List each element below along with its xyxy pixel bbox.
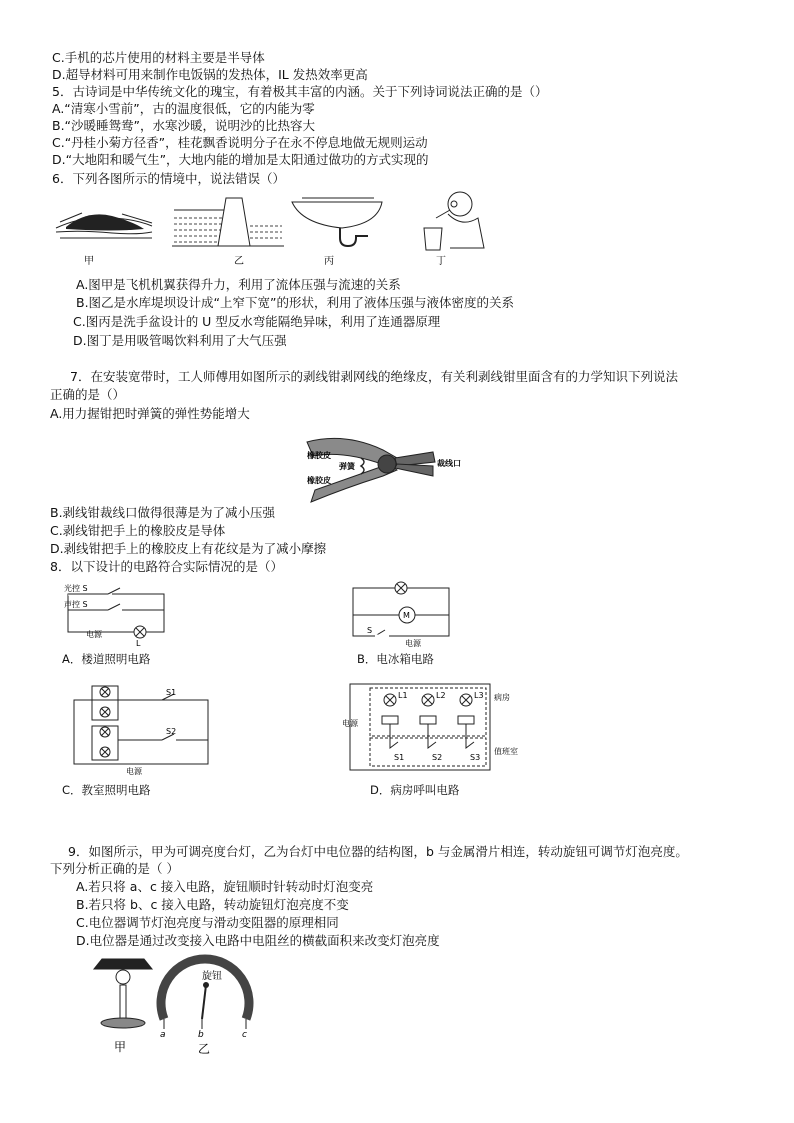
- circuit-d-S1-label: S1: [394, 753, 405, 762]
- fig6-label-ding: 丁: [436, 256, 446, 267]
- circuit-d-L1-label: L1: [398, 691, 408, 700]
- circuit-c-caption: C．教室照明电路: [62, 783, 151, 797]
- q5-option-d: D.“大地阳和暖气生”，大地内能的增加是太阳通过做功的方式实现的: [52, 152, 429, 167]
- circuit-c-S1-label: S1: [166, 688, 177, 697]
- circuit-d-ward: [340, 680, 520, 776]
- fig7-rubber-bottom-label: 橡胶皮: [307, 476, 331, 485]
- q7-option-d: D.剥线钳把手上的橡胶皮上有花纹是为了减小摩擦: [50, 541, 327, 556]
- fig9-knob-label: 旋钮: [202, 971, 222, 982]
- wing-diagram: [56, 213, 152, 238]
- fig6-label-bing: 丙: [324, 256, 334, 267]
- circuit-c-S2-label: S2: [166, 727, 177, 736]
- q7-option-b: B.剥线钳裁线口做得很薄是为了减小压强: [50, 505, 276, 520]
- q6-option-c: C.图丙是洗手盆设计的 U 型反水弯能隔绝异味，利用了连通器原理: [73, 314, 441, 329]
- circuit-a-stairway: [62, 582, 182, 648]
- circuit-d-caption: D．病房呼叫电路: [370, 783, 460, 797]
- circuit-d-power-label: 电源: [342, 719, 358, 728]
- q5-stem: 5．古诗词是中华传统文化的瑰宝，有着极其丰富的内涵。关于下列诗词说法正确的是（）: [52, 84, 548, 99]
- circuit-d-ward-label: 病房: [494, 693, 510, 702]
- q5-option-c: C.“丹桂小菊方径香”，桂花飘香说明分子在永不停息地做无规则运动: [52, 135, 428, 150]
- lamp-potentiometer-figure: [86, 955, 256, 1055]
- q6-figure: [52, 188, 492, 268]
- circuit-c-classroom: [70, 684, 220, 776]
- q8-stem: 8．以下设计的电路符合实际情况的是（）: [50, 559, 283, 574]
- sink-diagram: [292, 198, 382, 246]
- q6-option-a: A.图甲是飞机机翼获得升力，利用了流体压强与流速的关系: [76, 277, 401, 292]
- q9-stem-line1: 9．如图所示，甲为可调亮度台灯，乙为台灯中电位器的结构图，b 与金属滑片相连，转动旋钮可调节灯泡亮度。: [68, 844, 688, 859]
- desk-lamp: [94, 959, 152, 1028]
- q9-option-a: A.若只将 a、c 接入电路，旋钮顺时针转动时灯泡变亮: [76, 879, 374, 894]
- fig9-terminal-a: a: [160, 1030, 166, 1040]
- circuit-d-L3-label: L3: [474, 691, 484, 700]
- fig9-label-jia: 甲: [114, 1040, 127, 1054]
- q9-stem-line2: 下列分析正确的是（ ）: [50, 861, 179, 876]
- q9-option-d: D.电位器是通过改变接入电路中电阻丝的横截面积来改变灯泡亮度: [76, 933, 440, 948]
- q7-stem-line2: 正确的是（）: [50, 387, 126, 402]
- fig6-label-yi: 乙: [234, 256, 244, 267]
- q5-option-b: B.“沙暖睡鸳鸯”，水寒沙暖，说明沙的比热容大: [52, 118, 316, 133]
- circuit-a-power-label: 电源: [86, 630, 102, 639]
- circuit-b-caption: B．电冰箱电路: [357, 652, 434, 666]
- q4-option-c: C.手机的芯片使用的材料主要是半导体: [52, 50, 265, 65]
- fig9-terminal-b: b: [198, 1030, 204, 1040]
- fig9-label-yi: 乙: [198, 1042, 211, 1056]
- circuit-a-caption: A．楼道照明电路: [62, 652, 151, 666]
- q4-option-d: D.超导材料可用来制作电饭锅的发热体，IL 发热效率更高: [52, 67, 368, 82]
- fig7-cut-label: 裁线口: [437, 459, 461, 468]
- q5-option-a: A.“清寒小雪前”，古的温度很低，它的内能为零: [52, 101, 315, 116]
- dam-diagram: [172, 198, 284, 246]
- circuit-b-power-label: 电源: [405, 639, 421, 648]
- q7-option-c: C.剥线钳把手上的橡胶皮是导体: [50, 523, 226, 538]
- circuit-d-duty-room-label: 值班室: [494, 747, 518, 756]
- fig7-rubber-top-label: 橡胶皮: [307, 451, 331, 460]
- q9-option-c: C.电位器调节灯泡亮度与滑动变阻器的原理相同: [76, 915, 339, 930]
- wire-stripper-figure: [305, 428, 470, 513]
- fig6-label-jia: 甲: [84, 256, 94, 267]
- circuit-b-motor-label: M: [403, 611, 410, 620]
- circuit-a-light-switch-label: 光控 S: [64, 584, 88, 593]
- circuit-d-L2-label: L2: [436, 691, 446, 700]
- straw-drinking-diagram: [424, 192, 484, 250]
- circuit-d-S2-label: S2: [432, 753, 443, 762]
- q6-option-b: B.图乙是水库堤坝设计成“上窄下宽”的形状，利用了液体压强与液体密度的关系: [76, 295, 515, 310]
- circuit-b-switch-label: S: [367, 626, 373, 635]
- q6-stem: 6．下列各图所示的情境中，说法错误（）: [52, 171, 285, 186]
- circuit-a-sound-switch-label: 声控 S: [64, 600, 88, 609]
- potentiometer: [161, 959, 249, 1029]
- q6-option-d: D.图丁是用吸管喝饮料利用了大气压强: [73, 333, 287, 348]
- q9-option-b: B.若只将 b、c 接入电路，转动旋钮灯泡亮度不变: [76, 897, 349, 912]
- circuit-d-S3-label: S3: [470, 753, 481, 762]
- circuit-c-power-label: 电源: [126, 767, 142, 776]
- q7-stem-line1: 7．在安装宽带时，工人师傅用如图所示的剥线钳剥网线的绝缘皮，有关利剥线钳里面含有的力学知识下列说法: [70, 369, 678, 384]
- fig9-terminal-c: c: [242, 1030, 247, 1040]
- circuit-b-fridge: [345, 578, 455, 648]
- fig7-spring-label: 弹簧: [339, 462, 355, 471]
- circuit-a-L-label: L: [136, 639, 141, 648]
- q7-option-a: A.用力握钳把时弹簧的弹性势能增大: [50, 406, 250, 421]
